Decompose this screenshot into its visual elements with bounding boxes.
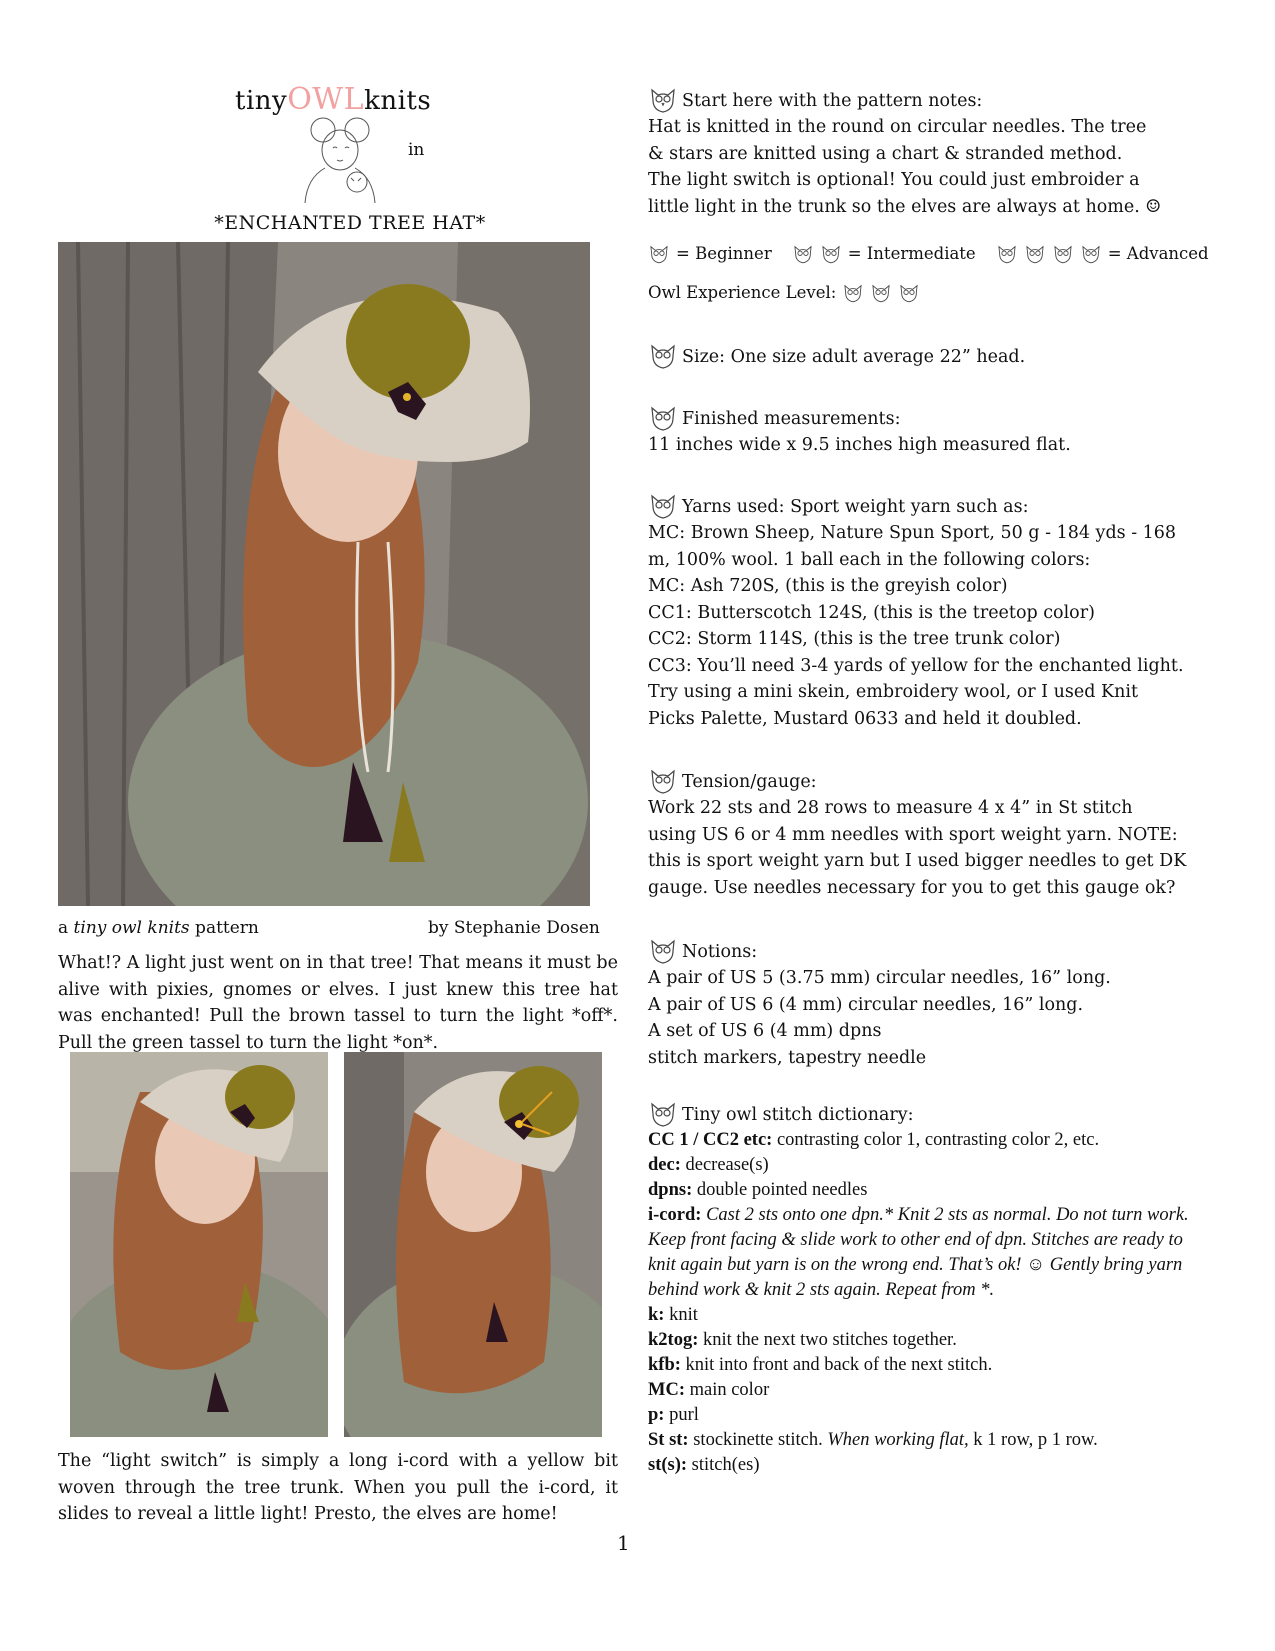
notions-section xyxy=(648,937,1228,1071)
dict-term: i-cord: xyxy=(648,1205,702,1225)
dict-term: dec: xyxy=(648,1155,681,1175)
yarns-line: m, 100% wool. 1 ball each in the following colors: xyxy=(648,549,1091,570)
owl-icon xyxy=(996,243,1018,265)
page-number: 1 xyxy=(617,1531,630,1555)
yarns-line: MC: Ash 720S, (this is the greyish color) xyxy=(648,576,1008,596)
yarns-section xyxy=(648,492,1228,732)
light-off-photo xyxy=(70,1052,328,1437)
yarns-heading-text: Yarns used: Sport weight yarn such as: xyxy=(682,496,1029,517)
light-on-image xyxy=(344,1052,602,1437)
dict-def: knit into front and back of the next stitch. xyxy=(680,1355,993,1375)
dictionary-heading-text: Tiny owl stitch dictionary: xyxy=(682,1104,914,1125)
dictionary-entry xyxy=(648,1353,1228,1378)
page-title: *ENCHANTED TREE HAT* xyxy=(214,212,486,234)
light-off-image xyxy=(70,1052,328,1437)
dict-term: k: xyxy=(648,1305,665,1325)
notions-line: stitch markers, tapestry needle xyxy=(648,1047,927,1068)
caption-left-prefix: a xyxy=(58,918,74,938)
yarns-heading xyxy=(648,492,1228,520)
logo xyxy=(230,72,470,212)
dict-def: Cast 2 sts onto one dpn.* Knit 2 sts as normal. Do not turn work. Keep front facing & slide work to other end of dpn. Stitches are ready to knit again but yarn is on the wrong end. That’s ok! ☺ Gently bring yarn behind work & knit 2 sts again. Repeat from *. xyxy=(648,1205,1189,1300)
finished-section xyxy=(648,404,1228,459)
dict-term: kfb: xyxy=(648,1355,681,1375)
dict-def: main color xyxy=(684,1380,770,1400)
owl-icon xyxy=(898,282,920,304)
gauge-line: using US 6 or 4 mm needles with sport weight yarn. NOTE: xyxy=(648,824,1178,845)
size-section xyxy=(648,342,1228,370)
caption-author: by Stephanie Dosen xyxy=(428,918,600,938)
owl-icon xyxy=(648,86,678,114)
finished-heading xyxy=(648,404,1228,432)
caption-left-suffix: pattern xyxy=(189,918,259,938)
dictionary-entry xyxy=(648,1378,1228,1403)
owl-icon xyxy=(820,243,842,265)
gauge-heading-text: Tension/gauge: xyxy=(682,771,817,792)
notions-heading xyxy=(648,937,1228,965)
dictionary-entry xyxy=(648,1303,1228,1328)
caption-left xyxy=(58,918,259,938)
dict-term: MC: xyxy=(648,1380,685,1400)
gauge-line: Work 22 sts and 28 rows to measure 4 x 4” in St stitch xyxy=(648,798,1133,818)
woman-in-tree-hat-image xyxy=(58,242,590,906)
owl-icon xyxy=(648,767,678,795)
dictionary-entry xyxy=(648,1453,1228,1478)
dictionary-entry xyxy=(648,1128,1228,1153)
dict-term: dpns: xyxy=(648,1180,693,1200)
owl-icon xyxy=(648,492,678,520)
owl-icon xyxy=(648,342,678,370)
owl-icon xyxy=(648,937,678,965)
logo-in: in xyxy=(408,140,425,160)
owl-experience-level xyxy=(648,280,1228,307)
girl-sketch-icon xyxy=(285,108,395,203)
owl-icon xyxy=(842,282,864,304)
notions-line: A pair of US 5 (3.75 mm) circular needles, 16” long. xyxy=(648,968,1111,988)
dict-def-italic: When working flat, xyxy=(827,1430,969,1450)
dictionary-entry xyxy=(648,1153,1228,1178)
dict-term: p: xyxy=(648,1405,665,1425)
logo-knits: knits xyxy=(364,86,432,116)
dictionary-entry xyxy=(648,1403,1228,1428)
dictionary-entry xyxy=(648,1203,1208,1303)
dict-term: CC 1 / CC2 etc: xyxy=(648,1130,773,1150)
dictionary-heading xyxy=(648,1100,1228,1128)
dictionary-section xyxy=(648,1100,1228,1478)
dict-def: stockinette stitch. xyxy=(688,1430,828,1450)
owl-icon xyxy=(1052,243,1074,265)
finished-heading-text: Finished measurements: xyxy=(682,408,901,429)
gauge-line: gauge. Use needles necessary for you to get this gauge ok? xyxy=(648,877,1176,898)
dictionary-entry xyxy=(648,1328,1228,1353)
owl-icon xyxy=(1024,243,1046,265)
notes-heading xyxy=(648,86,1228,114)
notions-heading-text: Notions: xyxy=(682,941,758,962)
dict-def: decrease(s) xyxy=(680,1155,769,1175)
light-on-photo xyxy=(344,1052,602,1437)
dict-term: st(s): xyxy=(648,1455,688,1475)
dict-term: k2tog: xyxy=(648,1330,699,1350)
caption-left-brand: tiny owl knits xyxy=(73,918,190,938)
dict-def: contrasting color 1, contrasting color 2, etc. xyxy=(772,1130,1100,1150)
main-photo xyxy=(58,242,590,906)
notes-line: The light switch is optional! You could just embroider a xyxy=(648,170,1140,190)
dict-def: stitch(es) xyxy=(687,1455,760,1475)
size-heading xyxy=(648,342,1228,370)
dict-def-tail: k 1 row, p 1 row. xyxy=(968,1430,1098,1450)
dictionary-entry xyxy=(648,1178,1228,1203)
dict-def: double pointed needles xyxy=(692,1180,868,1200)
notes-line: little light in the trunk so the elves are always at home. ☺ xyxy=(648,196,1162,217)
owl-icon xyxy=(792,243,814,265)
owl-icon xyxy=(648,243,670,265)
gauge-line: this is sport weight yarn but I used bigger needles to get DK xyxy=(648,851,1187,871)
yarns-line: Picks Palette, Mustard 0633 and held it doubled. xyxy=(648,708,1082,729)
logo-owl: OWL xyxy=(287,82,365,117)
dictionary-entry xyxy=(648,1428,1228,1453)
owl-icon xyxy=(648,1100,678,1128)
dict-term: St st: xyxy=(648,1430,689,1450)
notions-line: A pair of US 6 (4 mm) circular needles, 16” long. xyxy=(648,994,1084,1015)
light-switch-paragraph: The “light switch” is simply a long i-cord with a yellow bit woven through the tree trunk. When you pull the i-cord, it slides to reveal a little light! Presto, the elves are home! xyxy=(58,1451,618,1524)
gauge-section xyxy=(648,767,1228,901)
yarns-line: CC3: You’ll need 3-4 yards of yellow for the enchanted light. xyxy=(648,655,1184,676)
dict-def: knit the next two stitches together. xyxy=(698,1330,957,1350)
notes-heading-text: Start here with the pattern notes: xyxy=(682,90,983,111)
notes-line: Hat is knitted in the round on circular needles. The tree xyxy=(648,117,1147,137)
level-beginner: = Beginner xyxy=(676,244,772,263)
level-intermediate: = Intermediate xyxy=(847,244,976,263)
yarns-line: CC1: Butterscotch 124S, (this is the treetop color) xyxy=(648,602,1095,623)
levels-section xyxy=(648,241,1228,306)
experience-label: Owl Experience Level: xyxy=(648,282,837,302)
level-advanced: = Advanced xyxy=(1107,244,1209,263)
yarns-line: CC2: Storm 114S, (this is the tree trunk color) xyxy=(648,629,1061,649)
yarns-line: Try using a mini skein, embroidery wool, or I used Knit xyxy=(648,682,1139,702)
intro-paragraph: What!? A light just went on in that tree! That means it must be alive with pixies, gnomes or elves. I just knew this tree hat was enchanted! Pull the brown tassel to turn the light *off*. Pull the green tassel to turn the light *on*. xyxy=(58,953,618,1053)
dict-def: purl xyxy=(664,1405,699,1425)
notions-line: A set of US 6 (4 mm) dpns xyxy=(648,1021,882,1041)
owl-icon xyxy=(648,404,678,432)
gauge-heading xyxy=(648,767,1228,795)
dict-def: knit xyxy=(664,1305,698,1325)
owl-icon xyxy=(870,282,892,304)
size-text: Size: One size adult average 22” head. xyxy=(682,346,1026,367)
notes-section xyxy=(648,86,1228,220)
level-legend xyxy=(648,241,1228,268)
logo-tiny: tiny xyxy=(235,86,288,116)
yarns-line: MC: Brown Sheep, Nature Spun Sport, 50 g - 184 yds - 168 xyxy=(648,523,1177,543)
notes-line: & stars are knitted using a chart & stranded method. xyxy=(648,143,1123,164)
owl-icon xyxy=(1080,243,1102,265)
dictionary-list xyxy=(648,1128,1228,1478)
finished-line: 11 inches wide x 9.5 inches high measured flat. xyxy=(648,435,1071,455)
